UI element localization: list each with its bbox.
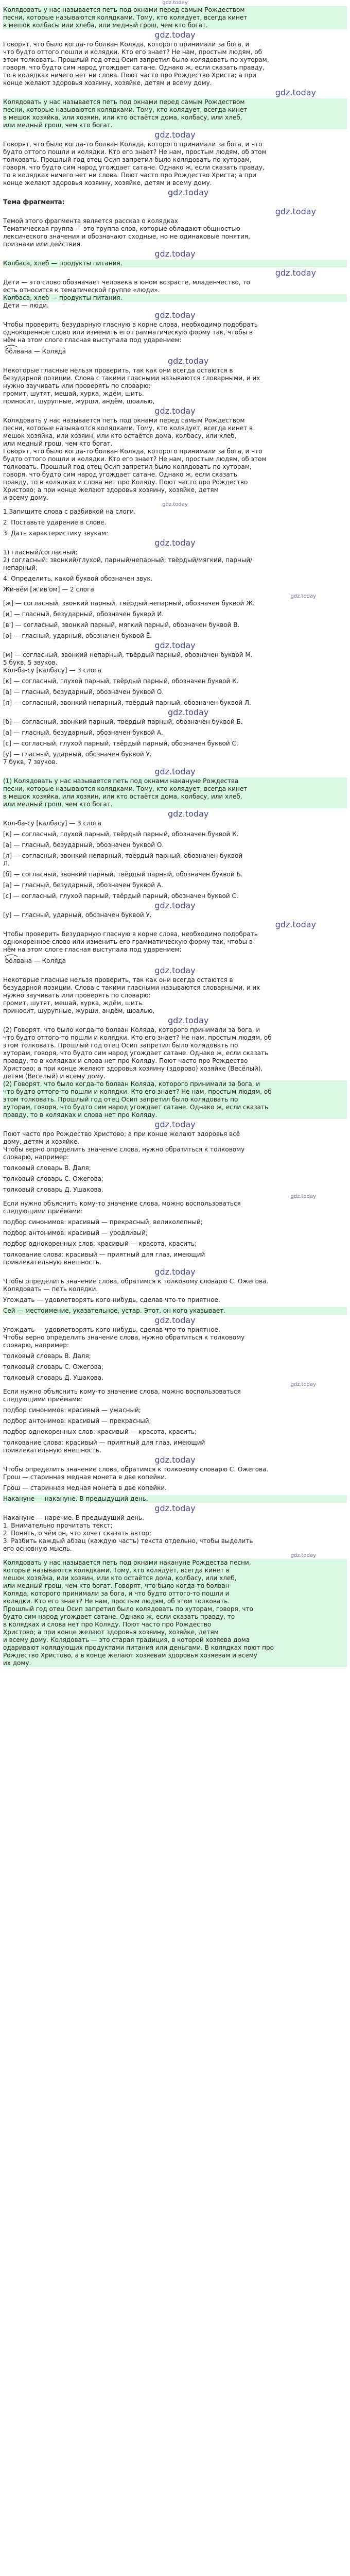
text-line: в мешок хозяйка, или хозяин, или кто остаётся дома, колбасу, или хлеб, [3,114,242,121]
sound-line: [а] — гласный, безударный, обозначен буквой О. [3,688,164,696]
text-line: хуторам, говоря, что будто сим народ угождает сатане. Однако ж, если сказать [3,1049,269,1057]
text-line: 2) согласный: звонкий/глухой, парный/непарный; твёрдый/мягкий, парный/ [3,556,253,564]
word-scheme [3,954,347,965]
text-line: его основную мысль. [3,1545,72,1552]
word-analysis-title: Жи-вём [ж'ив'ом] — 2 слога [3,586,94,593]
watermark: gdz.today [168,809,209,819]
watermark: gdz.today [275,207,316,216]
text-line: хуторам, говоря, что будто сим народ угождает сатане. Однако ж, если сказать [3,1104,269,1111]
rule-block [3,321,347,344]
text-line: будто сим народ угождает сатане. Однако ж, если сказать правду, то [3,1613,235,1620]
watermark: gdz.today [154,406,196,416]
methods-list-2 [3,1406,347,1454]
word-scheme [3,344,347,355]
list-item: толковый словарь С. Ожегова; [3,1175,104,1182]
paragraph-7 [3,1026,347,1119]
list-item: привлекательную внешность. [3,1447,101,1454]
text-line: песни, которые называются колядками. Тому, кто колядует, всегда кинет [3,106,248,113]
watermark: gdz.today [290,1553,316,1558]
text-line: которые называются колядками. Тому, кто колядует, всегда кинет в [3,1567,230,1574]
rule-block-3 [3,930,347,954]
text-line: безударной позиции. Слова с такими гласными называются словарными, и их [3,984,260,991]
word-analysis-title: Кол-ба-су [калбасу] — 3 слога [3,820,101,827]
text-line: Чтобы проверить безударную гласную в корне слова, необходимо подобрать [3,321,258,328]
sound-line: [а] — гласный, безударный, обозначен буквой А. [3,729,163,736]
text-line: правду, то в колядках и слова нет про Коляду. Поют часто про Рождество [3,479,248,486]
text-line: Некоторые гласные нельзя проверить, так как они всегда остаются в [3,976,233,984]
text-line: этом толковать. Прошлый год отец Осип запретил было колядовать по [3,1042,238,1049]
list-item: толкование слова: красивый — приятный для глаз, имеющий [3,1251,205,1258]
watermark: gdz.today [168,707,209,717]
text-line: мешок хозяйка, или хозяин, или кто остаётся дома, колбасу, или хлеб, [3,1574,237,1582]
task-7 [3,1278,347,1293]
sound-line: [к] — согласный, глухой парный, твёрдый парный, обозначен буквой К. [3,831,239,838]
theme-title: Тема фрагмента: [3,198,65,206]
list-item: подбор однокоренных слов: красивый — красота, красить; [3,1240,197,1247]
sound-line: [к] — согласный, глухой парный, твёрдый парный, обозначен буквой К. [3,677,239,685]
text-line: этом толковать. Прошлый год отец Осип запретил было колядовать по [3,1096,238,1103]
definition-block [3,1326,347,1349]
scheme-svg [3,344,157,355]
watermark: gdz.today [168,356,209,366]
text-line: или медный грош, чем кто богат. [3,440,113,447]
watermark: gdz.today [290,1194,316,1199]
text-line: следующими приёмами: [3,1396,83,1403]
text-line: Колядовать у нас называется петь под окнами перед самым Рождеством [3,98,245,106]
text-line: Угождать — удовлетворять кого-нибудь, сделав что-то приятное. [3,1326,220,1333]
text-line: говоря, что будто сим народ угождает сатане. Однако ж, если сказать правду, [3,164,265,171]
task-1: 1.Запишите слова с разбивкой на слоги. [3,508,136,515]
watermark: gdz.today [154,130,196,140]
text-line: детям (Веселый) и всему дому. [3,1073,106,1080]
sound-line: [о] — гласный, ударный, обозначен буквой Ё. [3,632,152,639]
text-line: следующими приёмами: [3,1208,83,1215]
text-line: непарный; [3,564,38,571]
text-line: словарю, например: [3,1154,69,1161]
text-line: в мешок хозяйка, или хозяин, или кто остаётся дома, колбасу, или хлеб, [3,793,242,800]
text-line: Если нужно объяснить кому-то значение слова, можно воспользоваться [3,1200,241,1207]
list-item: толкование слова: красивый — приятный для глаз, имеющий [3,1439,205,1446]
text-line: 1. Внимательно прочитать текст; [3,1522,113,1529]
text-line: толковать. Прошлый год отец Осип запретил было колядовать по хуторам, [3,463,252,470]
text-line: есть относится к тематической группе «люди». [3,286,160,294]
text-line: Грош — старинная медная монета в две копейки. [3,1473,167,1481]
text-line: признаки или действия. [3,241,82,248]
sound-line: [б] — согласный, звонкий парный, твёрдый парный, обозначен буквой Б. [3,871,243,878]
text-line: Коляда, которого принимали за бога, и что будто оттого-то пошли и [3,1590,230,1597]
definition: Угождать — удовлетворять кого-нибудь, сделав что-то приятное. [3,1296,220,1303]
text-line: и всему дому. [3,494,49,501]
text-line: этом толковать. Прошлый год отец Осип запретил было колядовать по хуторам, [3,56,269,63]
watermark: gdz.today [154,1503,196,1513]
task-9 [3,1466,347,1481]
task-4: 4. Определить, какой буквой обозначен звук. [3,575,153,582]
list-item: подбор синонимов: красивый — ужасный; [3,1406,141,1414]
text-line: толковать. Прошлый год отец Осип запретил было колядовать по хуторам, [3,156,252,163]
text-line: Чтобы определить значение слова, обратимся к толковому словарю С. Ожегова. [3,1466,269,1473]
list-item: привлекательную внешность. [3,1259,101,1266]
text-line: что будто оттого-то пошли и колядки. Кто его знает? Не нам, простым людям, об [3,1088,272,1095]
text-line: то в колядках ничего нет ни слова. Поют часто про Рождество Христа; а при [3,172,256,179]
text-line: или медный грош, чем кто богат. [3,801,113,808]
sound-summary: 5 букв, 5 звуков. [3,659,58,666]
text-line: будто оттого пошли и колядки. Кто его знает? Не нам, простым людям, об этом [3,148,267,156]
sound-line: [с] — согласный, глухой парный, твёрдый парный, обозначен буквой С. [3,740,238,747]
text-line: (1) Колядовать у нас называется петь под окнами накануне Рождества [3,777,239,785]
text-line: Чтобы верно определить значение слова, нужно обратиться к толковому [3,1146,245,1153]
sound-line: [а] — гласный, безударный, обозначен буквой О. [3,841,164,849]
text-line: однокоренное слово или изменить его грамматическую форму так, чтобы в [3,938,253,945]
text-line: приносит, шурупные, журши, андём, шоалью, [3,398,155,405]
watermark: gdz.today [154,1120,196,1129]
text-line: говоря, что будто сим народ угождает сатане. Однако ж, если сказать [3,471,237,478]
text-line: Чтобы проверить безударную гласную в корне слова, необходимо подобрать [3,930,258,938]
text-line: громит, шутят, мешай, хурка, ждём, шить. [3,999,144,1007]
list-item: подбор антонимов: красивый — уродливый; [3,1229,148,1236]
task-8 [3,1388,347,1403]
sound-line: [у] — гласный, ударный, обозначен буквой У. [3,911,152,919]
text-line: одаривают колядующих продуктами питания или деньгами. В колядках поют про [3,1644,274,1651]
watermark: gdz.today [154,1315,196,1325]
text-line: Поют часто про Рождество Христово; а при конце желают здоровья всё [3,1130,240,1138]
methods-list-1 [3,1218,347,1266]
sound-line: [л] — согласный, звонкий непарный, твёрдый парный, обозначен буквой [3,852,243,859]
text-line: Темой этого фрагмента является рассказ о колядках [3,217,178,225]
list-item: подбор синонимов: красивый — прекрасный, великолепный; [3,1218,203,1226]
text-line: в колядках и слова нет про Коляду. Поют часто про Рождество [3,1621,212,1628]
definition: Сей — местоимение, указательное, устар. Этот, он кого указывает. [3,1307,347,1315]
text-line: или медный грош, чем кто богат. Говорят, что было когда-то болван [3,1582,230,1589]
thematic-group-line: Колбаса, хлеб — продукты питания. [3,260,347,267]
text-line: нём на этом слоге гласная выступала под ударением: [3,336,182,344]
text-line: их дому. [3,1659,31,1667]
rule-block-4 [3,976,347,1015]
watermark: gdz.today [275,920,316,929]
text-line: Чтобы верно определить значение слова, нужно обратиться к толковому [3,1334,245,1341]
text-line: Чтобы определить значение слова, обратимся к толковому словарю С. Ожегова. [3,1278,269,1285]
scheme-text: бо́лвана — Колядá [5,348,66,355]
paragraph-6 [3,777,347,808]
text-line: Колядовать у нас называется петь под окнами перед самым Рождеством [3,6,245,13]
text-line: 1) гласный/согласный; [3,549,78,556]
list-item: толковый словарь Д. Ушакова. [3,1374,103,1381]
watermark: gdz.today [168,1015,209,1025]
text-line: словарю, например: [3,1342,69,1349]
text-line: однокоренное слово или изменить его грамматическую форму так, чтобы в [3,329,253,336]
text-line: (2) Говорят, что было когда-то болван Коляда, которого принимали за бога, и [3,1080,260,1088]
text-line: то в колядках ничего нет ни слова. Поют часто про Рождество Христа; а при [3,72,256,79]
list-item: подбор однокоренных слов: красивый — красота, красить; [3,1428,197,1435]
text-line: Говорят, что было когда-то болван Коляда, которого принимали за бога, и что [3,448,262,455]
phonetic-analysis-2 [3,677,347,766]
text-line: приносит, шурупные, журши, андём, шоалью, [3,1007,155,1014]
text-line: Колядовать у нас называется петь под окнами перед самым Рождеством [3,417,245,424]
watermark: gdz.today [275,268,316,278]
text-line: в мешок колбасы или хлеба, или медный грош, чем кто богат. [3,22,208,29]
text-line: правду, то в колядках и слова нет про Коляду. Поют часто про Рождество [3,1057,248,1064]
text-line: нём на этом слоге гласная выступала под ударением: [3,946,182,953]
text-line: 2. Понять, о чём он, что хочет сказать автор; [3,1530,151,1537]
rule-block-2 [3,367,347,398]
text-line: Некоторые гласные нельзя проверить, так как они всегда остаются в [3,367,233,374]
watermark: gdz.today [154,1267,196,1277]
watermark: gdz.today [154,640,196,650]
task-3: 3. Дать характеристику звукам: [3,530,109,537]
watermark: gdz.today [154,901,196,910]
paragraph-8 [3,1130,347,1146]
sound-line: [б] — согласный, звонкий парный, твёрдый парный, обозначен буквой Б. [3,718,243,725]
root-arc [5,955,18,957]
text-line: конце желают здоровья хозяину, хозяйке, детям и всему дому. [3,179,212,187]
text-line: Дети — это слово обозначает человека в юном возрасте, младенчество, то [3,279,250,286]
sound-line: Л. [3,860,10,867]
text-line: песни, которые называются колядками. Тому, кто колядует, всегда кинет [3,785,248,792]
paragraph-4 [3,141,347,187]
text-line: Накануне — наречие. В предыдущий день. [3,1514,145,1521]
task-6 [3,1200,347,1215]
sound-line: [и] — гласный, безударный, обозначен буквой И. [3,611,164,618]
list-item: толковый словарь В. Даля; [3,1164,91,1172]
text-line: 3. Разбить каждый абзац (каждую часть) текста отдельно, чтобы выделить [3,1537,253,1545]
text-line: песни, которые называются колядками. Тому, кто колядует, всегда кинет в [3,425,253,432]
text-line: правду, то в колядках и слова нет про Коляду. [3,1111,157,1118]
sound-line: [л] — согласный, звонкий непарный, твёрдый парный, обозначен буквой Л. [3,699,251,706]
paragraph-2 [3,41,347,87]
text-line: Колбаса, хлеб — продукты питания. [3,294,347,302]
text-line: Говорят, что было когда-то болван Коляда, которого принимали за бога, и что [3,141,262,148]
watermark: gdz.today [290,594,316,599]
text-line: Колядовать — петь колядки. [3,1285,98,1293]
sound-line: [ж] — согласный, звонкий парный, твёрдый непарный, обозначен буквой Ж. [3,600,255,607]
paragraph-3 [3,98,347,129]
task-5 [3,1146,347,1161]
text-line: Колядовать у нас называется петь под окнами накануне Рождества песни, [3,1559,251,1566]
paragraph-1 [3,6,347,29]
text-line: или медный грош, чем кто богат. [3,122,113,129]
watermark: gdz.today [168,188,209,197]
watermark: gdz.today [154,249,196,259]
text-line: Тематическая группа — это группа слов, которые обладают общностью [3,225,240,232]
list-item: толковый словарь Д. Ушакова. [3,1186,103,1193]
text-line: дому, детям и хозяйке. [3,1138,80,1145]
watermark: gdz.today [154,1455,196,1465]
sound-summary: 7 букв, 7 звуков. [3,758,58,766]
thematic-group [3,279,347,310]
text-line: будто оттого пошли и колядки. Кто его знает? Не нам, простым людям, об этом [3,455,267,463]
definition: Накануне — накануне. В предыдущий день. [3,1495,347,1503]
text-line: Христово; а при конце желают здоровья хозяину (здорово) хозяйке (Весёлый), [3,1065,263,1072]
text-line: нужно заучивать или проверять по словарю: [3,382,151,389]
sound-line: [а] — гласный, безударный, обозначен буквой А. [3,882,163,889]
final-paragraph [3,1559,347,1667]
text-line: говоря, что будто сим народ угождает сатане. Однако ж, если сказать правду, [3,64,265,71]
watermark: gdz.today [154,767,196,776]
text-line: конце желают здоровья хозяину, хозяйке, детям и всему дому. [3,79,212,87]
definition: Грош — старинная медная монета в две копейки. [3,1484,167,1492]
scheme-svg [3,954,157,965]
text-line: Христово; а при конце желают здоровья хозяину, хозяйке, детям [3,1629,219,1636]
list-item: толковый словарь В. Даля; [3,1352,91,1360]
watermark: gdz.today [154,538,196,548]
phonetic-analysis-1 [3,600,347,667]
task-10 [3,1514,347,1553]
watermark: gdz.today [154,30,196,40]
root-arc [5,345,18,347]
text-line: Дети — люди. [3,302,49,309]
text-line: (2) Говорят, что было когда-то болван Коляда, которого принимали за бога, и [3,1026,260,1033]
text-line: песни, которые называются колядками. Тому, кто колядует, всегда кинет [3,14,248,21]
sound-line: [в'] — согласный, звонкий парный, мягкий парный, обозначен буквой В. [3,621,240,629]
text-line: что будто оттого пошли и колядки. Кто его знает? Не нам, простым людям, об [3,48,262,56]
text-line: Говорят, что было когда-то болван Коляда, которого принимали за бога, и [3,41,250,48]
text-line: что будто оттого-то пошли и колядки. Кто его знает? Не нам, простым людям, об [3,1034,272,1041]
sound-line: [с] — согласный, глухой парный, твёрдый парный, обозначен буквой С. [3,892,238,900]
sound-line: [у] — гласный, ударный, обозначен буквой У. [3,751,152,758]
watermark: gdz.today [290,1382,316,1387]
text-line: Христово; а при конце желают здоровья хозяину, хозяйке, детям [3,486,219,494]
watermark: gdz.today [154,965,196,975]
paragraph-5 [3,417,347,502]
theme-text [3,217,347,248]
text-line: безударной позиции. Слова с такими гласными называются словарными, и их [3,375,260,382]
phonetic-analysis-3 [3,831,347,919]
text-line: и всему дому. Колядовать — это старая традиция, в которой хозяева дома [3,1636,250,1643]
text-line: Прошлый год отец Осип запретил было колядовать по хуторам, говоря, что [3,1605,253,1613]
dictionary-list-2 [3,1352,347,1382]
watermark: gdz.today [162,0,188,6]
list-item: подбор антонимов: красивый — прекрасный; [3,1417,151,1425]
watermark: gdz.today [154,310,196,320]
text-line: Если нужно объяснить кому-то значение слова, можно воспользоваться [3,1388,241,1395]
list-item: толковый словарь С. Ожегова; [3,1363,104,1370]
word-analysis-title: Кол-ба-су [калбасу] — 3 слога [3,667,101,674]
text-line: громит, шутят, мешай, хурка, ждём, шить. [3,390,144,397]
text-line: мешок хозяйка, или хозяин, или кто остаётся дома, колбасу, или хлеб, [3,432,237,439]
task-3-items [3,549,347,572]
dictionary-list-1 [3,1164,347,1194]
text-line: Рождество Христово, а в конце желают хозяевам здоровья хозяевам и всему [3,1652,257,1659]
text-line: нужно заучивать или проверять по словарю: [3,992,151,999]
text-line: лексического значения и обозначают сходные, но не одинаковые понятия, [3,233,250,240]
watermark: gdz.today [275,88,316,97]
text-line: колядки. Кто его знает? Не нам, простым людям, об этом толковать. [3,1598,230,1605]
watermark: gdz.today [162,502,188,507]
sound-line: [м] — согласный, звонкий непарный, твёрдый парный, обозначен буквой М. [3,651,253,658]
task-2: 2. Поставьте ударение в слове. [3,519,107,526]
scheme-text: бо́лвана — Коля́да [5,957,66,964]
